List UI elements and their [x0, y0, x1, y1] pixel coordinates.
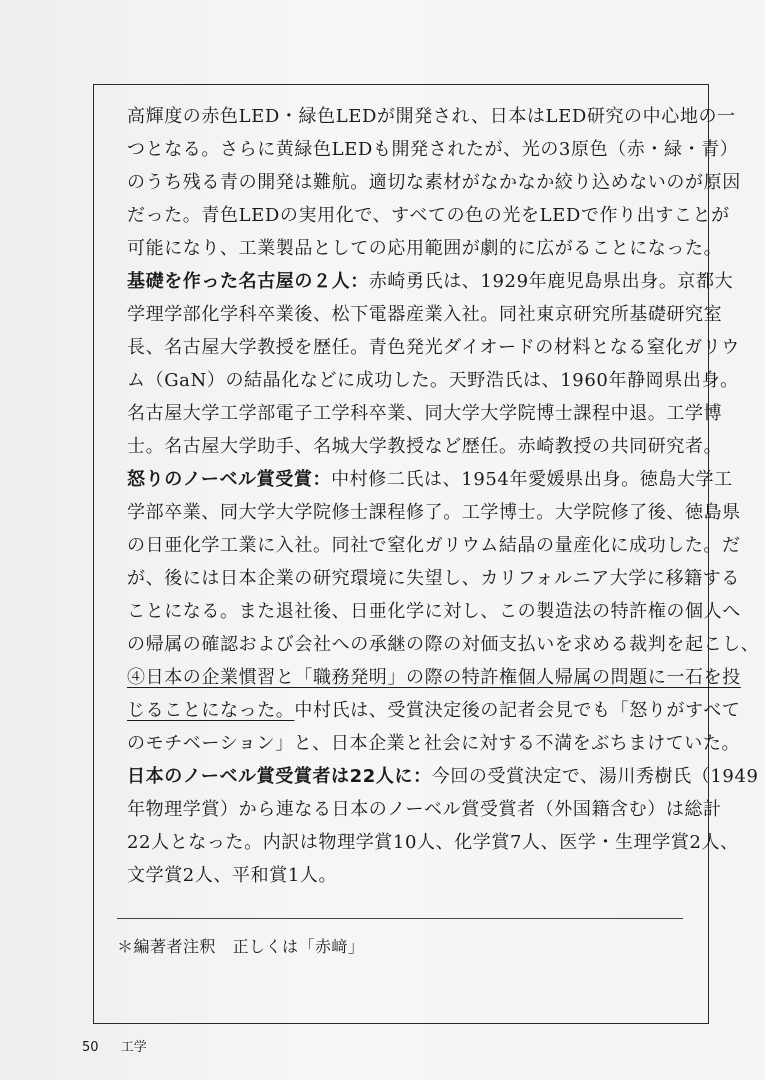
section-name: 工学	[120, 1040, 147, 1055]
text-line	[127, 694, 741, 727]
text-line: 年物理学賞）から連なる日本のノーベル賞受賞者（外国籍含む）は総計	[127, 799, 722, 820]
text-line: 長、名古屋大学教授を歴任。青色発光ダイオードの材料となる窒化ガリウ	[127, 337, 740, 358]
paragraph-angry-nobel	[127, 463, 760, 760]
text-line: 名古屋大学工学部電子工学科卒業、同大学大学院博士課程中退。工学博	[127, 403, 723, 424]
text-line: が、後には日本企業の研究環境に失望し、カリフォルニア大学に移籍する	[127, 568, 740, 589]
text-line: だった。青色LEDの実用化で、すべての色の光をLEDで作り出すことが	[127, 205, 730, 226]
section-heading: 基礎を作った名古屋の２人：	[127, 271, 369, 292]
underlined-text-line: ④日本の企業慣習と「職務発明」の際の特許権個人帰属の問題に一石を投	[127, 667, 741, 688]
section-heading: 日本のノーベル賞受賞者は22人に：	[127, 766, 432, 787]
text-line: の日亜化学工業に入社。同社で窒化ガリウム結晶の量産化に成功した。だ	[127, 535, 741, 556]
text-line: 高輝度の赤色LED・緑色LEDが開発され、日本はLED研究の中心地の一	[127, 106, 736, 127]
text-run: 中村修二氏は、1954年愛媛県出身。徳島大学工	[331, 469, 733, 490]
text-line: ム（GaN）の結晶化などに成功した。天野浩氏は、1960年静岡県出身。	[127, 370, 739, 391]
text-line	[127, 463, 733, 496]
paragraph-nagoya-two	[127, 265, 740, 463]
text-run: 中村氏は、受賞決定後の記者会見でも「怒りがすべて	[294, 700, 741, 721]
text-line: のモチベーション」と、日本企業と社会に対する不満をぶちまけていた。	[127, 733, 741, 754]
text-line	[127, 760, 759, 793]
underlined-text-run: じることになった。	[127, 700, 295, 721]
text-run: 赤崎勇氏は、1929年鹿児島県出身。京都大	[368, 271, 734, 292]
text-line: 可能になり、工業製品としての応用範囲が劇的に広がることになった。	[127, 238, 723, 259]
page-footer	[82, 1036, 147, 1055]
paragraph-japan-laureates	[127, 760, 759, 892]
text-line: ことになる。また退社後、日亜化学に対し、この製造法の特許権の個人へ	[127, 601, 741, 622]
text-line: 士。名古屋大学助手、名城大学教授など歴任。赤崎教授の共同研究者。	[127, 436, 723, 457]
section-heading: 怒りのノーベル賞受賞：	[127, 469, 332, 490]
text-line: つとなる。さらに黄緑色LEDも開発されたが、光の3原色（赤・緑・青）	[127, 139, 739, 160]
text-line: のうち残る青の開発は難航。適切な素材がなかなか絞り込めないのが原因	[127, 172, 741, 193]
text-line: の帰属の確認および会社への承継の際の対価支払いを求める裁判を起こし、	[127, 634, 760, 655]
text-run: 今回の受賞決定で、湯川秀樹氏（1949	[431, 766, 759, 787]
text-line: 学部卒業、同大学大学院修士課程修了。工学博士。大学院修了後、徳島県	[127, 502, 741, 523]
text-line: 22人となった。内訳は物理学賞10人、化学賞7人、医学・生理学賞2人、	[127, 832, 739, 853]
page-number: 50	[82, 1040, 99, 1055]
article-body	[127, 100, 760, 892]
footnote: ＊編著者注釈 正しくは「赤﨑」	[117, 937, 365, 956]
text-line: 学理学部化学科卒業後、松下電器産業入社。同社東京研究所基礎研究室	[127, 304, 723, 325]
footnote-divider	[117, 918, 683, 919]
text-line	[127, 265, 734, 298]
paragraph-led-history	[127, 100, 741, 265]
text-line: 文学賞2人、平和賞1人。	[127, 865, 338, 886]
